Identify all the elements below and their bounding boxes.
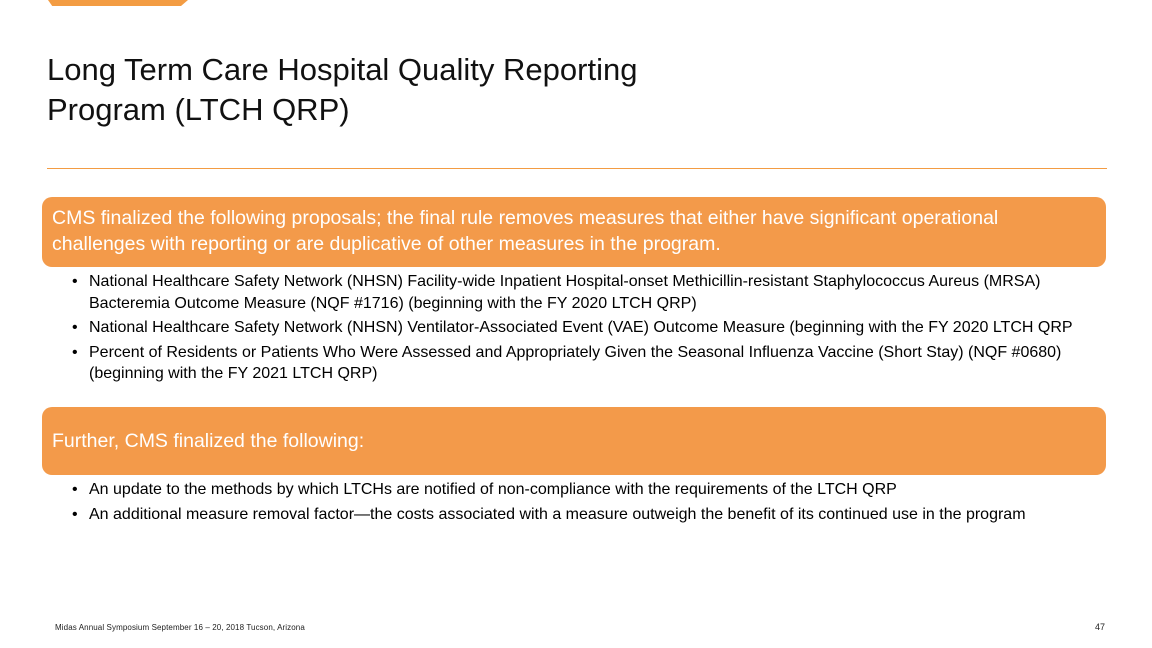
footer-text: Midas Annual Symposium September 16 – 20, 2018 Tucson, Arizona bbox=[55, 623, 305, 632]
bullet-icon: • bbox=[72, 273, 78, 290]
slide-title bbox=[47, 50, 947, 130]
list-item bbox=[72, 271, 1102, 314]
removed-measures-list bbox=[72, 271, 1102, 388]
list-item bbox=[72, 317, 1102, 339]
bullet-icon: • bbox=[72, 343, 78, 361]
proposals-banner bbox=[42, 197, 1106, 267]
title-divider bbox=[47, 168, 1107, 169]
list-item-text: National Healthcare Safety Network (NHSN) Facility-wide Inpatient Hospital-onset Methicillin-resistant Staphylococcus Aureus (MRSA) Bacteremia Outcome Measure (NQF #1716) (beginning with the FY 2020 LTCH QRP) bbox=[89, 273, 1041, 312]
list-item bbox=[72, 479, 1102, 501]
bullet-icon: • bbox=[72, 505, 78, 523]
bullet-icon: • bbox=[72, 481, 78, 498]
top-accent-tab bbox=[48, 0, 188, 6]
proposals-banner-text: CMS finalized the following proposals; the final rule removes measures that either have significant operational challenges with reporting or are duplicative of other measures in the program. bbox=[52, 207, 999, 255]
further-banner-text: Further, CMS finalized the following: bbox=[52, 430, 365, 452]
list-item-text: National Healthcare Safety Network (NHSN) Ventilator-Associated Event (VAE) Outcome Measure (beginning with the FY 2020 LTCH QRP bbox=[89, 319, 1073, 336]
list-item bbox=[72, 504, 1102, 526]
further-banner bbox=[42, 407, 1106, 475]
title-line-1: Long Term Care Hospital Quality Reporting bbox=[47, 52, 638, 87]
list-item-text: An additional measure removal factor—the costs associated with a measure outweigh the benefit of its continued use in the program bbox=[89, 505, 1026, 523]
list-item-text: Percent of Residents or Patients Who Were Assessed and Appropriately Given the Seasonal Influenza Vaccine (Short Stay) (NQF #0680) (beginning with the FY 2021 LTCH QRP) bbox=[89, 343, 1062, 382]
list-item-text: An update to the methods by which LTCHs are notified of non-compliance with the requirements of the LTCH QRP bbox=[89, 481, 897, 498]
further-items-list bbox=[72, 479, 1102, 528]
list-item bbox=[72, 342, 1102, 385]
bullet-icon: • bbox=[72, 319, 78, 336]
title-line-2: Program (LTCH QRP) bbox=[47, 92, 350, 127]
page-number: 47 bbox=[1094, 622, 1105, 632]
